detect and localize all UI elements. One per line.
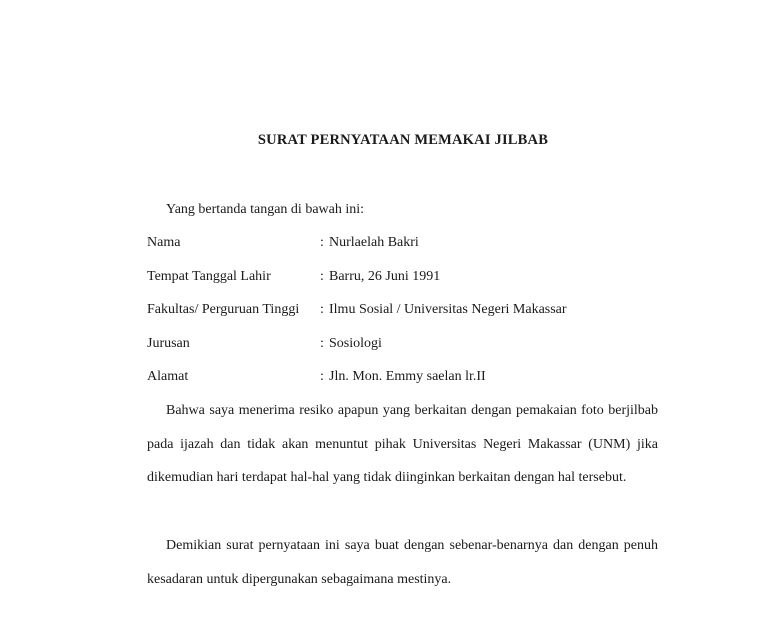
field-row-nama <box>147 233 667 267</box>
field-label: Jurusan <box>147 335 190 351</box>
field-colon: : <box>320 302 324 318</box>
document-title: SURAT PERNYATAAN MEMAKAI JILBAB <box>257 132 549 148</box>
field-row-fakultas <box>147 300 667 334</box>
field-value: Ilmu Sosial / Universitas Negeri Makassar <box>329 302 567 318</box>
field-row-jurusan <box>147 334 667 368</box>
identity-fields <box>147 233 667 401</box>
field-value: Sosiologi <box>329 335 382 351</box>
field-value: Jln. Mon. Emmy saelan lr.II <box>329 369 486 385</box>
closing-paragraph: Demikian surat pernyataan ini saya buat dengan sebenar-benarnya dan dengan penuh kesadaran untuk dipergunakan sebagaimana mestinya. <box>147 538 658 587</box>
statement-paragraph: Bahwa saya menerima resiko apapun yang berkaitan dengan pemakaian foto berjilbab pada ijazah dan tidak akan menuntut pihak Universitas Negeri Makassar (UNM) jika dikemudian hari terdapat hal-hal yang tidak diinginkan berkaitan dengan hal tersebut. <box>147 403 658 485</box>
field-value: Nurlaelah Bakri <box>329 235 419 250</box>
field-label: Nama <box>147 235 181 250</box>
field-colon: : <box>320 369 324 385</box>
field-label: Alamat <box>147 369 189 385</box>
field-colon: : <box>320 268 324 284</box>
field-row-tempat-tanggal-lahir <box>147 267 667 301</box>
field-label: Tempat Tanggal Lahir <box>147 268 271 284</box>
field-colon: : <box>320 235 324 250</box>
intro-text: Yang bertanda tangan di bawah ini: <box>166 202 365 217</box>
field-colon: : <box>320 335 324 351</box>
field-label: Fakultas/ Perguruan Tinggi <box>147 302 300 318</box>
field-value: Barru, 26 Juni 1991 <box>329 268 441 284</box>
